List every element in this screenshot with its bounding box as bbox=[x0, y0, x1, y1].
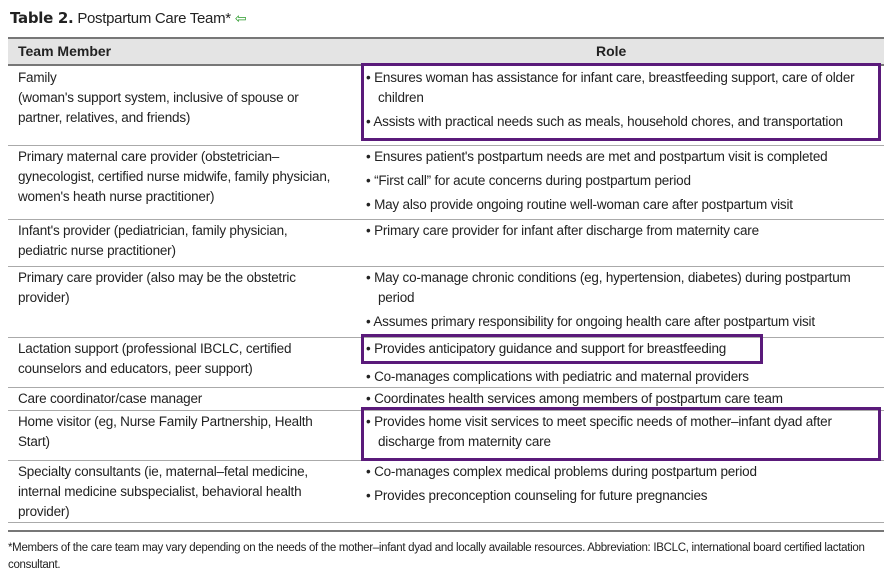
role-item: • May also provide ongoing routine well-woman care after postpartum visit bbox=[366, 195, 876, 215]
role-item: • Provides home visit services to meet specific needs of mother–infant dyad after discharge from maternity care bbox=[366, 412, 876, 452]
role-item: • May co-manage chronic conditions (eg, hypertension, diabetes) during postpartum period bbox=[366, 268, 876, 308]
table-row bbox=[8, 266, 884, 338]
table-header bbox=[8, 37, 884, 66]
role-item: • Primary care provider for infant after discharge from maternity care bbox=[366, 221, 876, 241]
table-row bbox=[8, 410, 884, 461]
table-caption: Postpartum Care Team* bbox=[77, 10, 231, 27]
table-row bbox=[8, 66, 884, 146]
header-team-member: Team Member bbox=[18, 43, 112, 59]
role-list bbox=[366, 412, 876, 456]
role-item: • Provides anticipatory guidance and support for breastfeeding bbox=[366, 339, 758, 359]
team-member: Care coordinator/case manager bbox=[18, 391, 203, 406]
role-item: • Coordinates health services among members of postpartum care team bbox=[366, 389, 876, 409]
table-label: Table 2. bbox=[10, 9, 74, 27]
back-arrow-icon[interactable]: ⇦ bbox=[234, 10, 247, 26]
team-member: Specialty consultants (ie, maternal–fetal medicine, internal medicine subspecialist, behavioral health provider) bbox=[18, 464, 308, 519]
team-member: Primary maternal care provider (obstetrician–gynecologist, certified nurse midwife, family physician, women's heath nurse practitioner) bbox=[18, 149, 331, 204]
table-row bbox=[8, 145, 884, 220]
role-list bbox=[366, 462, 876, 510]
team-member: Primary care provider (also may be the obstetric provider) bbox=[18, 270, 296, 305]
table-row bbox=[8, 460, 884, 523]
footnote: *Members of the care team may vary depending on the needs of the mother–infant dyad and locally available resources. Abbreviation: IBCLC, international board certified lactation consultant. bbox=[8, 530, 884, 574]
role-item: • Ensures woman has assistance for infant care, breastfeeding support, care of older children bbox=[366, 68, 876, 108]
team-member: Home visitor (eg, Nurse Family Partnership, Health Start) bbox=[18, 414, 313, 449]
role-item: • Assists with practical needs such as meals, household chores, and transportation bbox=[366, 112, 876, 132]
table-row bbox=[8, 219, 884, 267]
role-list bbox=[366, 221, 876, 245]
role-list bbox=[366, 147, 876, 219]
role-item: • Provides preconception counseling for future pregnancies bbox=[366, 486, 876, 506]
team-member: Lactation support (professional IBCLC, certified counselors and educators, peer support) bbox=[18, 341, 292, 376]
team-member: Infant's provider (pediatrician, family physician, pediatric nurse practitioner) bbox=[18, 223, 288, 258]
table-title bbox=[10, 9, 246, 27]
table-row bbox=[8, 387, 884, 411]
header-role: Role bbox=[596, 43, 627, 59]
role-item: • Co-manages complex medical problems during postpartum period bbox=[366, 462, 876, 482]
role-list bbox=[366, 339, 876, 391]
role-item: • “First call” for acute concerns during postpartum period bbox=[366, 171, 876, 191]
role-item: • Ensures patient's postpartum needs are met and postpartum visit is completed bbox=[366, 147, 876, 167]
team-member: Family (woman's support system, inclusive of spouse or partner, relatives, and friends) bbox=[18, 70, 299, 125]
table-row bbox=[8, 337, 884, 388]
role-item: • Assumes primary responsibility for ongoing health care after postpartum visit bbox=[366, 312, 876, 332]
role-list bbox=[366, 68, 876, 136]
role-list bbox=[366, 268, 876, 336]
role-item: • Co-manages complications with pediatric and maternal providers bbox=[366, 367, 876, 387]
